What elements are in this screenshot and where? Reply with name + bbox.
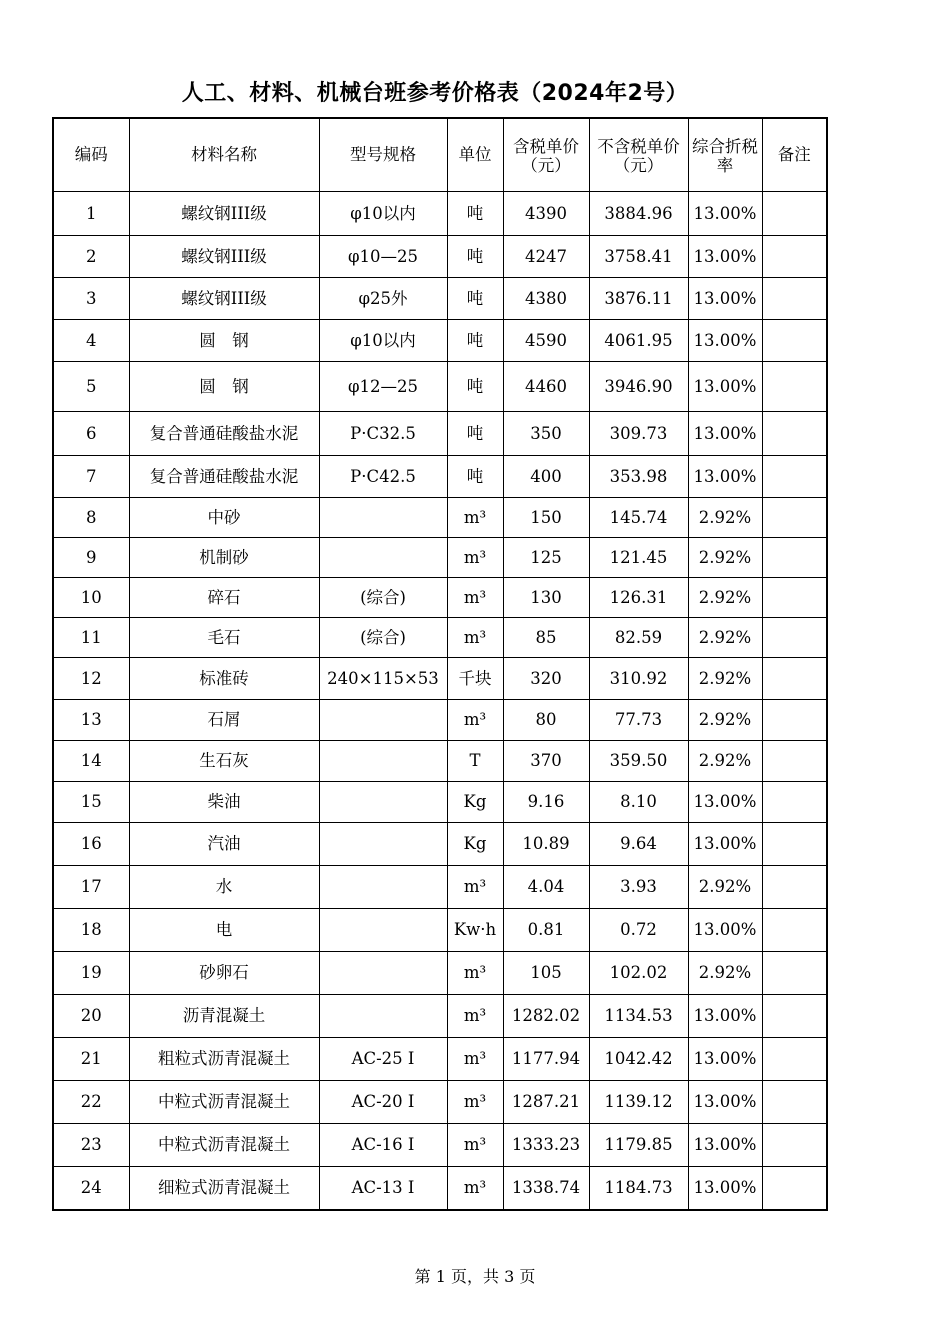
- cell-tax-rate: 2.92%: [688, 866, 762, 909]
- cell-price-with-tax: 350: [503, 412, 589, 456]
- cell-code: 22: [53, 1081, 129, 1124]
- cell-price-with-tax: 370: [503, 741, 589, 782]
- cell-material-name: 圆 钢: [129, 320, 319, 362]
- table-row: [53, 823, 827, 866]
- cell-spec: [319, 952, 447, 995]
- cell-remarks: [762, 618, 827, 658]
- cell-price-with-tax: 4590: [503, 320, 589, 362]
- cell-remarks: [762, 700, 827, 741]
- cell-remarks: [762, 236, 827, 278]
- cell-material-name: 细粒式沥青混凝土: [129, 1167, 319, 1210]
- cell-material-name: 生石灰: [129, 741, 319, 782]
- cell-tax-rate: 13.00%: [688, 1081, 762, 1124]
- cell-code: 4: [53, 320, 129, 362]
- cell-material-name: 柴油: [129, 782, 319, 823]
- cell-code: 14: [53, 741, 129, 782]
- table-body: [53, 192, 827, 1210]
- cell-price-with-tax: 105: [503, 952, 589, 995]
- cell-material-name: 螺纹钢III级: [129, 236, 319, 278]
- cell-price-with-tax: 10.89: [503, 823, 589, 866]
- cell-spec: P·C32.5: [319, 412, 447, 456]
- cell-spec: [319, 823, 447, 866]
- cell-remarks: [762, 1124, 827, 1167]
- cell-spec: P·C42.5: [319, 456, 447, 498]
- cell-material-name: 汽油: [129, 823, 319, 866]
- column-header-tax-rate: 综合折税率: [688, 118, 762, 192]
- page-title: 人工、材料、机械台班参考价格表（2024年2号）: [181, 81, 689, 106]
- cell-spec: AC-25 I: [319, 1038, 447, 1081]
- cell-tax-rate: 2.92%: [688, 658, 762, 700]
- cell-remarks: [762, 823, 827, 866]
- cell-unit: m³: [447, 498, 503, 538]
- cell-remarks: [762, 362, 827, 412]
- cell-tax-rate: 13.00%: [688, 192, 762, 236]
- cell-price-without-tax: 82.59: [589, 618, 688, 658]
- cell-price-without-tax: 145.74: [589, 498, 688, 538]
- table-row: [53, 1167, 827, 1210]
- cell-price-with-tax: 85: [503, 618, 589, 658]
- table-row: [53, 1124, 827, 1167]
- cell-material-name: 毛石: [129, 618, 319, 658]
- cell-spec: [319, 498, 447, 538]
- column-header-remarks: 备注: [762, 118, 827, 192]
- cell-price-with-tax: 1333.23: [503, 1124, 589, 1167]
- cell-price-without-tax: 3876.11: [589, 278, 688, 320]
- cell-unit: m³: [447, 538, 503, 578]
- cell-unit: m³: [447, 578, 503, 618]
- cell-price-with-tax: 4460: [503, 362, 589, 412]
- cell-tax-rate: 13.00%: [688, 362, 762, 412]
- cell-code: 21: [53, 1038, 129, 1081]
- cell-unit: m³: [447, 1038, 503, 1081]
- cell-price-with-tax: 80: [503, 700, 589, 741]
- cell-tax-rate: 13.00%: [688, 1038, 762, 1081]
- cell-spec: [319, 538, 447, 578]
- cell-unit: 吨: [447, 456, 503, 498]
- cell-code: 6: [53, 412, 129, 456]
- cell-remarks: [762, 1167, 827, 1210]
- cell-tax-rate: 13.00%: [688, 995, 762, 1038]
- cell-unit: m³: [447, 995, 503, 1038]
- cell-tax-rate: 2.92%: [688, 498, 762, 538]
- cell-code: 17: [53, 866, 129, 909]
- cell-remarks: [762, 320, 827, 362]
- cell-remarks: [762, 658, 827, 700]
- cell-unit: 吨: [447, 362, 503, 412]
- cell-material-name: 螺纹钢III级: [129, 192, 319, 236]
- cell-tax-rate: 13.00%: [688, 782, 762, 823]
- cell-remarks: [762, 412, 827, 456]
- cell-unit: 吨: [447, 412, 503, 456]
- cell-unit: m³: [447, 700, 503, 741]
- cell-tax-rate: 2.92%: [688, 952, 762, 995]
- cell-spec: φ10以内: [319, 192, 447, 236]
- cell-code: 11: [53, 618, 129, 658]
- cell-tax-rate: 13.00%: [688, 1167, 762, 1210]
- cell-price-without-tax: 1139.12: [589, 1081, 688, 1124]
- cell-price-without-tax: 3.93: [589, 866, 688, 909]
- cell-tax-rate: 2.92%: [688, 538, 762, 578]
- cell-code: 9: [53, 538, 129, 578]
- cell-code: 19: [53, 952, 129, 995]
- cell-material-name: 中粒式沥青混凝土: [129, 1124, 319, 1167]
- cell-price-without-tax: 3758.41: [589, 236, 688, 278]
- cell-material-name: 粗粒式沥青混凝土: [129, 1038, 319, 1081]
- cell-spec: φ12—25: [319, 362, 447, 412]
- cell-spec: (综合): [319, 618, 447, 658]
- cell-material-name: 标准砖: [129, 658, 319, 700]
- table-row: [53, 320, 827, 362]
- cell-tax-rate: 2.92%: [688, 700, 762, 741]
- table-row: [53, 362, 827, 412]
- column-header-price-without-tax: 不含税单价（元）: [589, 118, 688, 192]
- cell-remarks: [762, 782, 827, 823]
- cell-tax-rate: 13.00%: [688, 278, 762, 320]
- table-row: [53, 700, 827, 741]
- cell-material-name: 碎石: [129, 578, 319, 618]
- cell-spec: [319, 995, 447, 1038]
- cell-remarks: [762, 456, 827, 498]
- cell-material-name: 中粒式沥青混凝土: [129, 1081, 319, 1124]
- table-row: [53, 1081, 827, 1124]
- cell-price-without-tax: 3884.96: [589, 192, 688, 236]
- table-row: [53, 236, 827, 278]
- cell-remarks: [762, 578, 827, 618]
- cell-price-with-tax: 400: [503, 456, 589, 498]
- cell-price-with-tax: 0.81: [503, 909, 589, 952]
- cell-price-without-tax: 4061.95: [589, 320, 688, 362]
- cell-spec: [319, 700, 447, 741]
- cell-spec: [319, 741, 447, 782]
- table-row: [53, 1038, 827, 1081]
- cell-unit: m³: [447, 1124, 503, 1167]
- cell-price-with-tax: 4390: [503, 192, 589, 236]
- table-row: [53, 618, 827, 658]
- cell-unit: T: [447, 741, 503, 782]
- cell-code: 10: [53, 578, 129, 618]
- cell-tax-rate: 2.92%: [688, 618, 762, 658]
- cell-remarks: [762, 278, 827, 320]
- cell-spec: AC-20 I: [319, 1081, 447, 1124]
- cell-unit: 吨: [447, 320, 503, 362]
- cell-code: 3: [53, 278, 129, 320]
- cell-price-with-tax: 4380: [503, 278, 589, 320]
- cell-tax-rate: 13.00%: [688, 823, 762, 866]
- cell-spec: (综合): [319, 578, 447, 618]
- cell-unit: m³: [447, 618, 503, 658]
- cell-unit: 吨: [447, 236, 503, 278]
- cell-remarks: [762, 1081, 827, 1124]
- table-row: [53, 782, 827, 823]
- cell-price-without-tax: 1042.42: [589, 1038, 688, 1081]
- cell-code: 7: [53, 456, 129, 498]
- cell-unit: m³: [447, 1081, 503, 1124]
- cell-remarks: [762, 538, 827, 578]
- cell-code: 16: [53, 823, 129, 866]
- cell-material-name: 水: [129, 866, 319, 909]
- cell-code: 12: [53, 658, 129, 700]
- cell-code: 1: [53, 192, 129, 236]
- cell-code: 24: [53, 1167, 129, 1210]
- cell-unit: m³: [447, 952, 503, 995]
- cell-price-without-tax: 102.02: [589, 952, 688, 995]
- cell-tax-rate: 13.00%: [688, 909, 762, 952]
- cell-material-name: 复合普通硅酸盐水泥: [129, 412, 319, 456]
- cell-tax-rate: 2.92%: [688, 741, 762, 782]
- cell-unit: m³: [447, 1167, 503, 1210]
- cell-price-without-tax: 310.92: [589, 658, 688, 700]
- cell-material-name: 圆 钢: [129, 362, 319, 412]
- cell-price-without-tax: 359.50: [589, 741, 688, 782]
- table-row: [53, 741, 827, 782]
- table-row: [53, 192, 827, 236]
- table-row: [53, 412, 827, 456]
- cell-code: 15: [53, 782, 129, 823]
- cell-spec: 240×115×53: [319, 658, 447, 700]
- cell-price-with-tax: 1177.94: [503, 1038, 589, 1081]
- table-row: [53, 456, 827, 498]
- cell-unit: Kg: [447, 782, 503, 823]
- cell-remarks: [762, 498, 827, 538]
- cell-tax-rate: 13.00%: [688, 412, 762, 456]
- cell-price-with-tax: 1338.74: [503, 1167, 589, 1210]
- cell-price-with-tax: 4247: [503, 236, 589, 278]
- cell-tax-rate: 2.92%: [688, 578, 762, 618]
- cell-material-name: 石屑: [129, 700, 319, 741]
- cell-material-name: 中砂: [129, 498, 319, 538]
- cell-tax-rate: 13.00%: [688, 1124, 762, 1167]
- table-row: [53, 952, 827, 995]
- cell-unit: m³: [447, 866, 503, 909]
- cell-price-without-tax: 309.73: [589, 412, 688, 456]
- cell-price-without-tax: 8.10: [589, 782, 688, 823]
- cell-remarks: [762, 866, 827, 909]
- cell-material-name: 复合普通硅酸盐水泥: [129, 456, 319, 498]
- cell-spec: φ25外: [319, 278, 447, 320]
- cell-code: 23: [53, 1124, 129, 1167]
- cell-price-without-tax: 126.31: [589, 578, 688, 618]
- cell-spec: φ10—25: [319, 236, 447, 278]
- column-header-code: 编码: [53, 118, 129, 192]
- cell-code: 2: [53, 236, 129, 278]
- cell-unit: 吨: [447, 192, 503, 236]
- cell-spec: [319, 866, 447, 909]
- cell-code: 20: [53, 995, 129, 1038]
- cell-remarks: [762, 741, 827, 782]
- column-header-spec: 型号规格: [319, 118, 447, 192]
- cell-tax-rate: 13.00%: [688, 456, 762, 498]
- cell-spec: [319, 909, 447, 952]
- cell-unit: Kw·h: [447, 909, 503, 952]
- column-header-price-with-tax: 含税单价（元）: [503, 118, 589, 192]
- table-row: [53, 866, 827, 909]
- cell-code: 5: [53, 362, 129, 412]
- column-header-material-name: 材料名称: [129, 118, 319, 192]
- cell-remarks: [762, 1038, 827, 1081]
- cell-price-without-tax: 77.73: [589, 700, 688, 741]
- cell-price-with-tax: 150: [503, 498, 589, 538]
- cell-material-name: 沥青混凝土: [129, 995, 319, 1038]
- page-footer: 第 1 页，共 3 页: [414, 1267, 536, 1286]
- cell-code: 13: [53, 700, 129, 741]
- cell-unit: 千块: [447, 658, 503, 700]
- table-row: [53, 278, 827, 320]
- cell-price-with-tax: 9.16: [503, 782, 589, 823]
- cell-material-name: 螺纹钢III级: [129, 278, 319, 320]
- cell-material-name: 机制砂: [129, 538, 319, 578]
- cell-code: 8: [53, 498, 129, 538]
- cell-price-without-tax: 353.98: [589, 456, 688, 498]
- cell-remarks: [762, 952, 827, 995]
- cell-price-with-tax: 1282.02: [503, 995, 589, 1038]
- cell-code: 18: [53, 909, 129, 952]
- cell-spec: [319, 782, 447, 823]
- cell-price-without-tax: 1179.85: [589, 1124, 688, 1167]
- cell-spec: AC-16 I: [319, 1124, 447, 1167]
- table-row: [53, 995, 827, 1038]
- table-row: [53, 658, 827, 700]
- cell-tax-rate: 13.00%: [688, 320, 762, 362]
- table-row: [53, 578, 827, 618]
- cell-material-name: 电: [129, 909, 319, 952]
- column-header-unit: 单位: [447, 118, 503, 192]
- cell-remarks: [762, 192, 827, 236]
- cell-price-with-tax: 1287.21: [503, 1081, 589, 1124]
- cell-price-with-tax: 4.04: [503, 866, 589, 909]
- cell-unit: 吨: [447, 278, 503, 320]
- cell-spec: φ10以内: [319, 320, 447, 362]
- price-table: [52, 117, 828, 1211]
- cell-price-without-tax: 1184.73: [589, 1167, 688, 1210]
- cell-price-without-tax: 9.64: [589, 823, 688, 866]
- table-row: [53, 538, 827, 578]
- cell-price-without-tax: 3946.90: [589, 362, 688, 412]
- header-row: [53, 118, 827, 192]
- cell-price-without-tax: 121.45: [589, 538, 688, 578]
- cell-remarks: [762, 909, 827, 952]
- cell-price-without-tax: 0.72: [589, 909, 688, 952]
- cell-tax-rate: 13.00%: [688, 236, 762, 278]
- cell-material-name: 砂卵石: [129, 952, 319, 995]
- table-row: [53, 498, 827, 538]
- cell-price-with-tax: 125: [503, 538, 589, 578]
- cell-unit: Kg: [447, 823, 503, 866]
- cell-price-with-tax: 320: [503, 658, 589, 700]
- table-row: [53, 909, 827, 952]
- cell-price-without-tax: 1134.53: [589, 995, 688, 1038]
- cell-spec: AC-13 I: [319, 1167, 447, 1210]
- cell-price-with-tax: 130: [503, 578, 589, 618]
- cell-remarks: [762, 995, 827, 1038]
